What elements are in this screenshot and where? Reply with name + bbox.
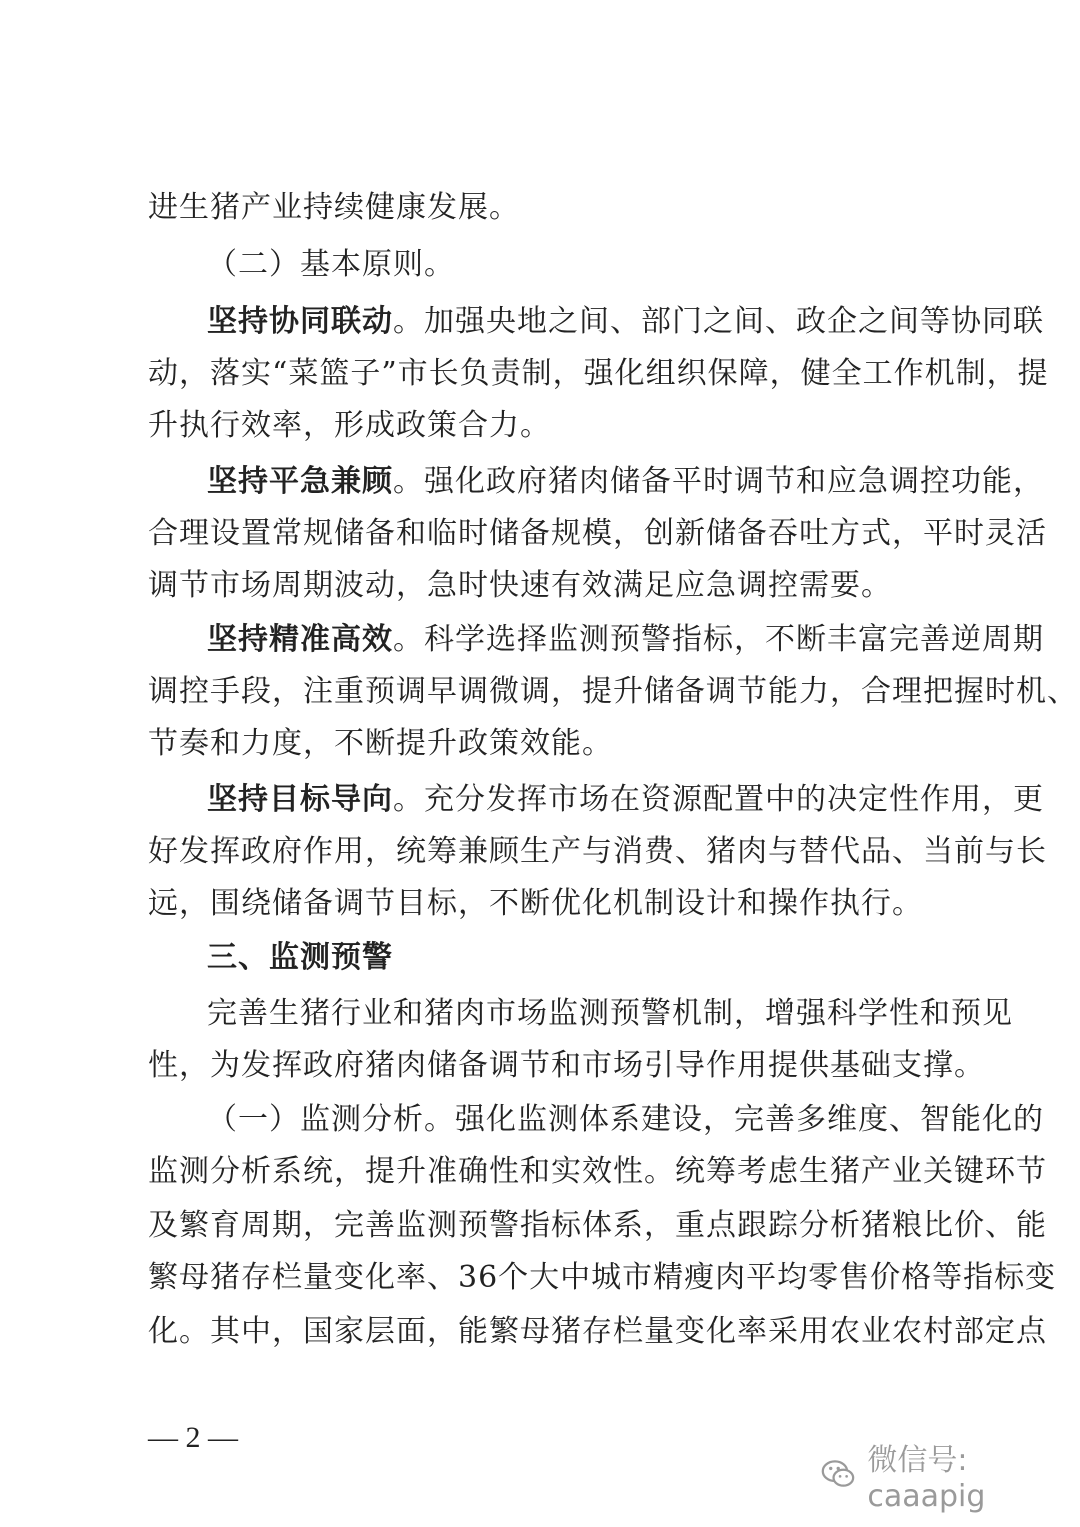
text-line: 升执行效率，形成政策合力。	[148, 408, 551, 443]
text-line: 及繁育周期，完善监测预警指标体系，重点跟踪分析猪粮比价、能	[148, 1208, 1047, 1243]
text-line: 调控手段，注重预调早调微调，提升储备调节能力，合理把握时机、	[148, 674, 1078, 709]
section-heading: 三、监测预警	[207, 940, 393, 975]
principle-title: 坚持协同联动	[207, 304, 393, 339]
text-line: 繁母猪存栏量变化率、36个大中城市精瘦肉平均零售价格等指标变	[148, 1260, 1057, 1295]
principle-title: 坚持精准高效	[207, 622, 393, 657]
principle-line: 坚持精准高效。科学选择监测预警指标，不断丰富完善逆周期	[207, 622, 1044, 657]
principle-title: 坚持目标导向	[207, 782, 393, 817]
principle-title: 坚持平急兼顾	[207, 464, 393, 499]
page-number: — 2 —	[148, 1421, 238, 1454]
principle-line: 坚持平急兼顾。强化政府猪肉储备平时调节和应急调控功能，	[207, 464, 1044, 499]
text-line: （一）监测分析。强化监测体系建设，完善多维度、智能化的	[207, 1102, 1044, 1137]
watermark-label: 微信号: caaapig	[867, 1442, 986, 1514]
text-line: 节奏和力度，不断提升政策效能。	[148, 726, 613, 761]
text-line: 合理设置常规储备和临时储备规模，创新储备吞吐方式，平时灵活	[148, 516, 1047, 551]
text-line: 监测分析系统，提升准确性和实效性。统筹考虑生猪产业关键环节	[148, 1154, 1047, 1189]
section-subheading: （二）基本原则。	[207, 247, 455, 282]
wechat-watermark	[820, 1442, 1080, 1514]
text-line: 进生猪产业持续健康发展。	[148, 190, 520, 225]
text-line: 性，为发挥政府猪肉储备调节和市场引导作用提供基础支撑。	[148, 1048, 985, 1083]
principle-line: 坚持协同联动。加强央地之间、部门之间、政企之间等协同联	[207, 304, 1044, 339]
text-line: 化。其中，国家层面，能繁母猪存栏量变化率采用农业农村部定点	[148, 1314, 1047, 1349]
text-line: 远，围绕储备调节目标，不断优化机制设计和操作执行。	[148, 886, 923, 921]
text-line: 调节市场周期波动，急时快速有效满足应急调控需要。	[148, 568, 892, 603]
text-line: 完善生猪行业和猪肉市场监测预警机制，增强科学性和预见	[207, 996, 1013, 1031]
wechat-icon	[820, 1454, 857, 1494]
text-line: 好发挥政府作用，统筹兼顾生产与消费、猪肉与替代品、当前与长	[148, 834, 1047, 869]
principle-line: 坚持目标导向。充分发挥市场在资源配置中的决定性作用，更	[207, 782, 1044, 817]
text-line: 动，落实“菜篮子”市长负责制，强化组织保障，健全工作机制，提	[148, 356, 1049, 391]
